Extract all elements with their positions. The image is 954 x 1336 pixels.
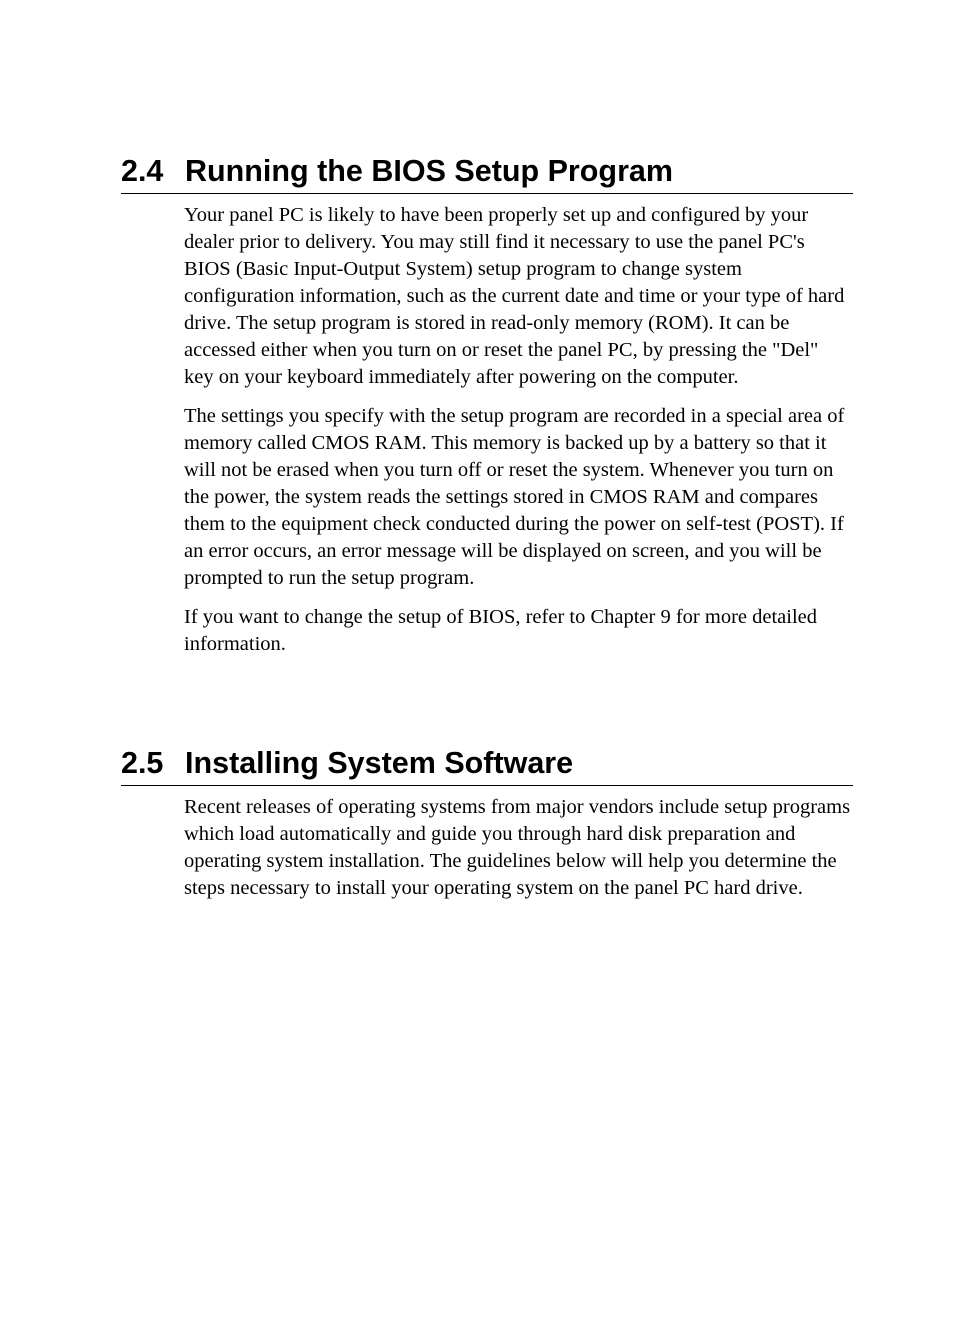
section-title: Installing System Software [185,746,574,780]
section-number: 2.5 [121,746,164,780]
paragraph: Your panel PC is likely to have been properly set up and configured by your dealer prior to delivery. You may still find it necessary to use the panel PC's BIOS (Basic Input-Output System) setup program to change system configuration information, such as the current date and time or your type of hard drive. The setup program is stored in read-only memory (ROM). It can be accessed either when you turn on or reset the panel PC, by pressing the "Del" key on your keyboard immediately after powering on the computer. [184,204,845,388]
paragraph: Recent releases of operating systems from major vendors include setup programs which load automatically and guide you through hard disk preparation and operating system installation. The guidelines below will help you determine the steps necessary to install your operating system on the panel PC hard drive. [184,796,851,899]
section-body [184,202,853,658]
paragraph: The settings you specify with the setup program are recorded in a special area of memory called CMOS RAM. This memory is backed up by a battery so that it will not be erased when you turn off or reset the system. Whenever you turn on the power, the system reads the settings stored in CMOS RAM and compares them to the equipment check conducted during the power on self-test (POST). If an error occurs, an error message will be displayed on screen, and you will be prompted to run the setup program. [184,405,845,589]
section-installing-system-software [121,744,853,914]
paragraph: If you want to change the setup of BIOS, refer to Chapter 9 for more detailed information. [184,606,818,655]
section-running-bios-setup [121,152,853,670]
section-body [184,794,853,902]
section-title: Running the BIOS Setup Program [185,154,674,188]
section-heading [121,152,853,194]
section-number: 2.4 [121,154,164,188]
section-heading [121,744,853,786]
